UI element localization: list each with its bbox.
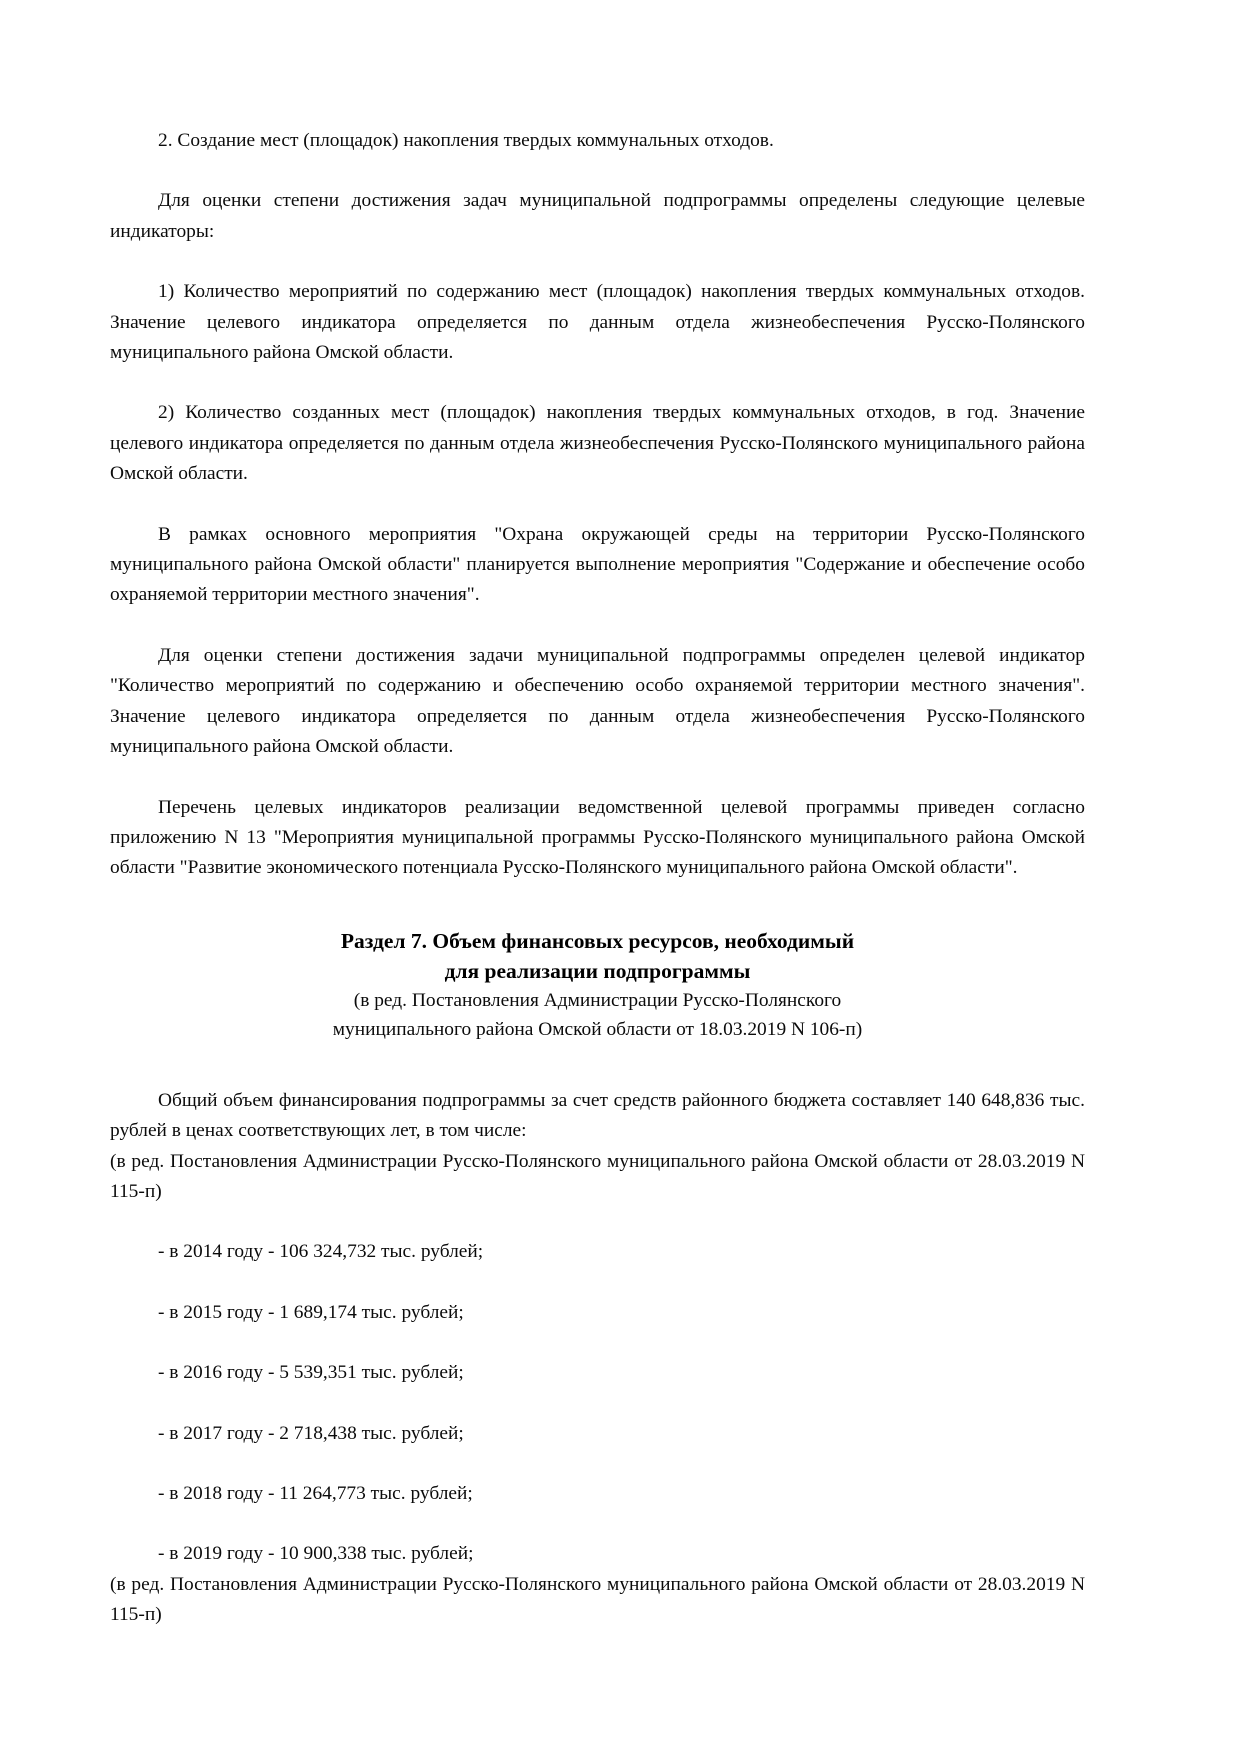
spacer [110, 1449, 1085, 1479]
section-heading-block [110, 926, 1085, 1044]
spacer [110, 368, 1085, 398]
spacer [110, 1509, 1085, 1539]
spacer [110, 1207, 1085, 1237]
list-item-year-2019: - в 2019 году - 10 900,338 тыс. рублей; [158, 1543, 474, 1565]
spacer [110, 247, 1085, 277]
paragraph-main-event: В рамках основного мероприятия "Охрана окружающей среды на территории Русско-Полянского муниципального района Омской области" планируется выполнение мероприятия "Содержание и обеспечение особо охраняемой территории местного значения". [110, 523, 1085, 606]
spacer [110, 611, 1085, 641]
spacer [110, 1044, 1085, 1086]
list-item-year-2015: - в 2015 году - 1 689,174 тыс. рублей; [158, 1301, 464, 1323]
list-item-year-2018: - в 2018 году - 11 264,773 тыс. рублей; [158, 1482, 473, 1504]
paragraph-appendix-reference: Перечень целевых индикаторов реализации ведомственной целевой программы приведен согласно приложению N 13 "Мероприятия муниципальной программы Русско-Полянского муниципального района Омской области "Развитие экономического потенциала Русско-Полянского муниципального района Омской области". [110, 796, 1085, 879]
section-heading-amendment-line-1: (в ред. Постановления Администрации Русско-Полянского [353, 989, 842, 1011]
section-heading-line-2: для реализации подпрограммы [444, 958, 751, 983]
paragraph-item-2: 2. Создание мест (площадок) накопления твердых коммунальных отходов. [158, 130, 774, 151]
section-heading-amendment-line-2: муниципального района Омской области от 18.03.2019 N 106-п) [332, 1018, 863, 1040]
section-heading-line-1: Раздел 7. Объем финансовых ресурсов, необходимый [340, 928, 855, 953]
spacer [110, 1268, 1085, 1298]
list-item-year-2017: - в 2017 году - 2 718,438 тыс. рублей; [158, 1422, 464, 1444]
spacer [110, 763, 1085, 793]
paragraph-amendment-after-total: (в ред. Постановления Администрации Русско-Полянского муниципального района Омской области от 28.03.2019 N 115-п) [110, 1150, 1085, 1202]
paragraph-indicator-2: 2) Количество созданных мест (площадок) накопления твердых коммунальных отходов, в год. Значение целевого индикатора определяется по данным отдела жизнеобеспечения Русско-Полянского муниципального района Омской области. [110, 402, 1085, 485]
list-item-year-2014: - в 2014 году - 106 324,732 тыс. рублей; [158, 1241, 484, 1263]
paragraph-total-financing: Общий объем финансирования подпрограммы за счет средств районного бюджета составляет 140 648,836 тыс. рублей в ценах соответствующих лет, в том числе: [110, 1089, 1085, 1142]
paragraph-assessment-intro: Для оценки степени достижения задач муниципальной подпрограммы определены следующие целевые индикаторы: [110, 190, 1085, 242]
paragraph-indicator-1: 1) Количество мероприятий по содержанию мест (площадок) накопления твердых коммунальных отходов. Значение целевого индикатора определяется по данным отдела жизнеобеспечения Русско-Полянского муниципального района Омской области. [110, 281, 1085, 364]
document-content [110, 126, 1085, 1631]
paragraph-amendment-footer: (в ред. Постановления Администрации Русско-Полянского муниципального района Омской области от 28.03.2019 N 115-п) [110, 1573, 1085, 1626]
spacer [110, 490, 1085, 520]
spacer [110, 1328, 1085, 1358]
paragraph-indicator-definition: Для оценки степени достижения задачи муниципальной подпрограммы определен целевой индикатор "Количество мероприятий по содержанию и обеспечению особо охраняемой территории местного значения". Значение целевого индикатора определяется по данным отдела жизнеобеспечения Русско-Полянского муниципального района Омской области. [110, 644, 1085, 758]
list-item-year-2016: - в 2016 году - 5 539,351 тыс. рублей; [158, 1362, 464, 1384]
spacer [110, 156, 1085, 186]
spacer [110, 884, 1085, 926]
spacer [110, 1389, 1085, 1419]
